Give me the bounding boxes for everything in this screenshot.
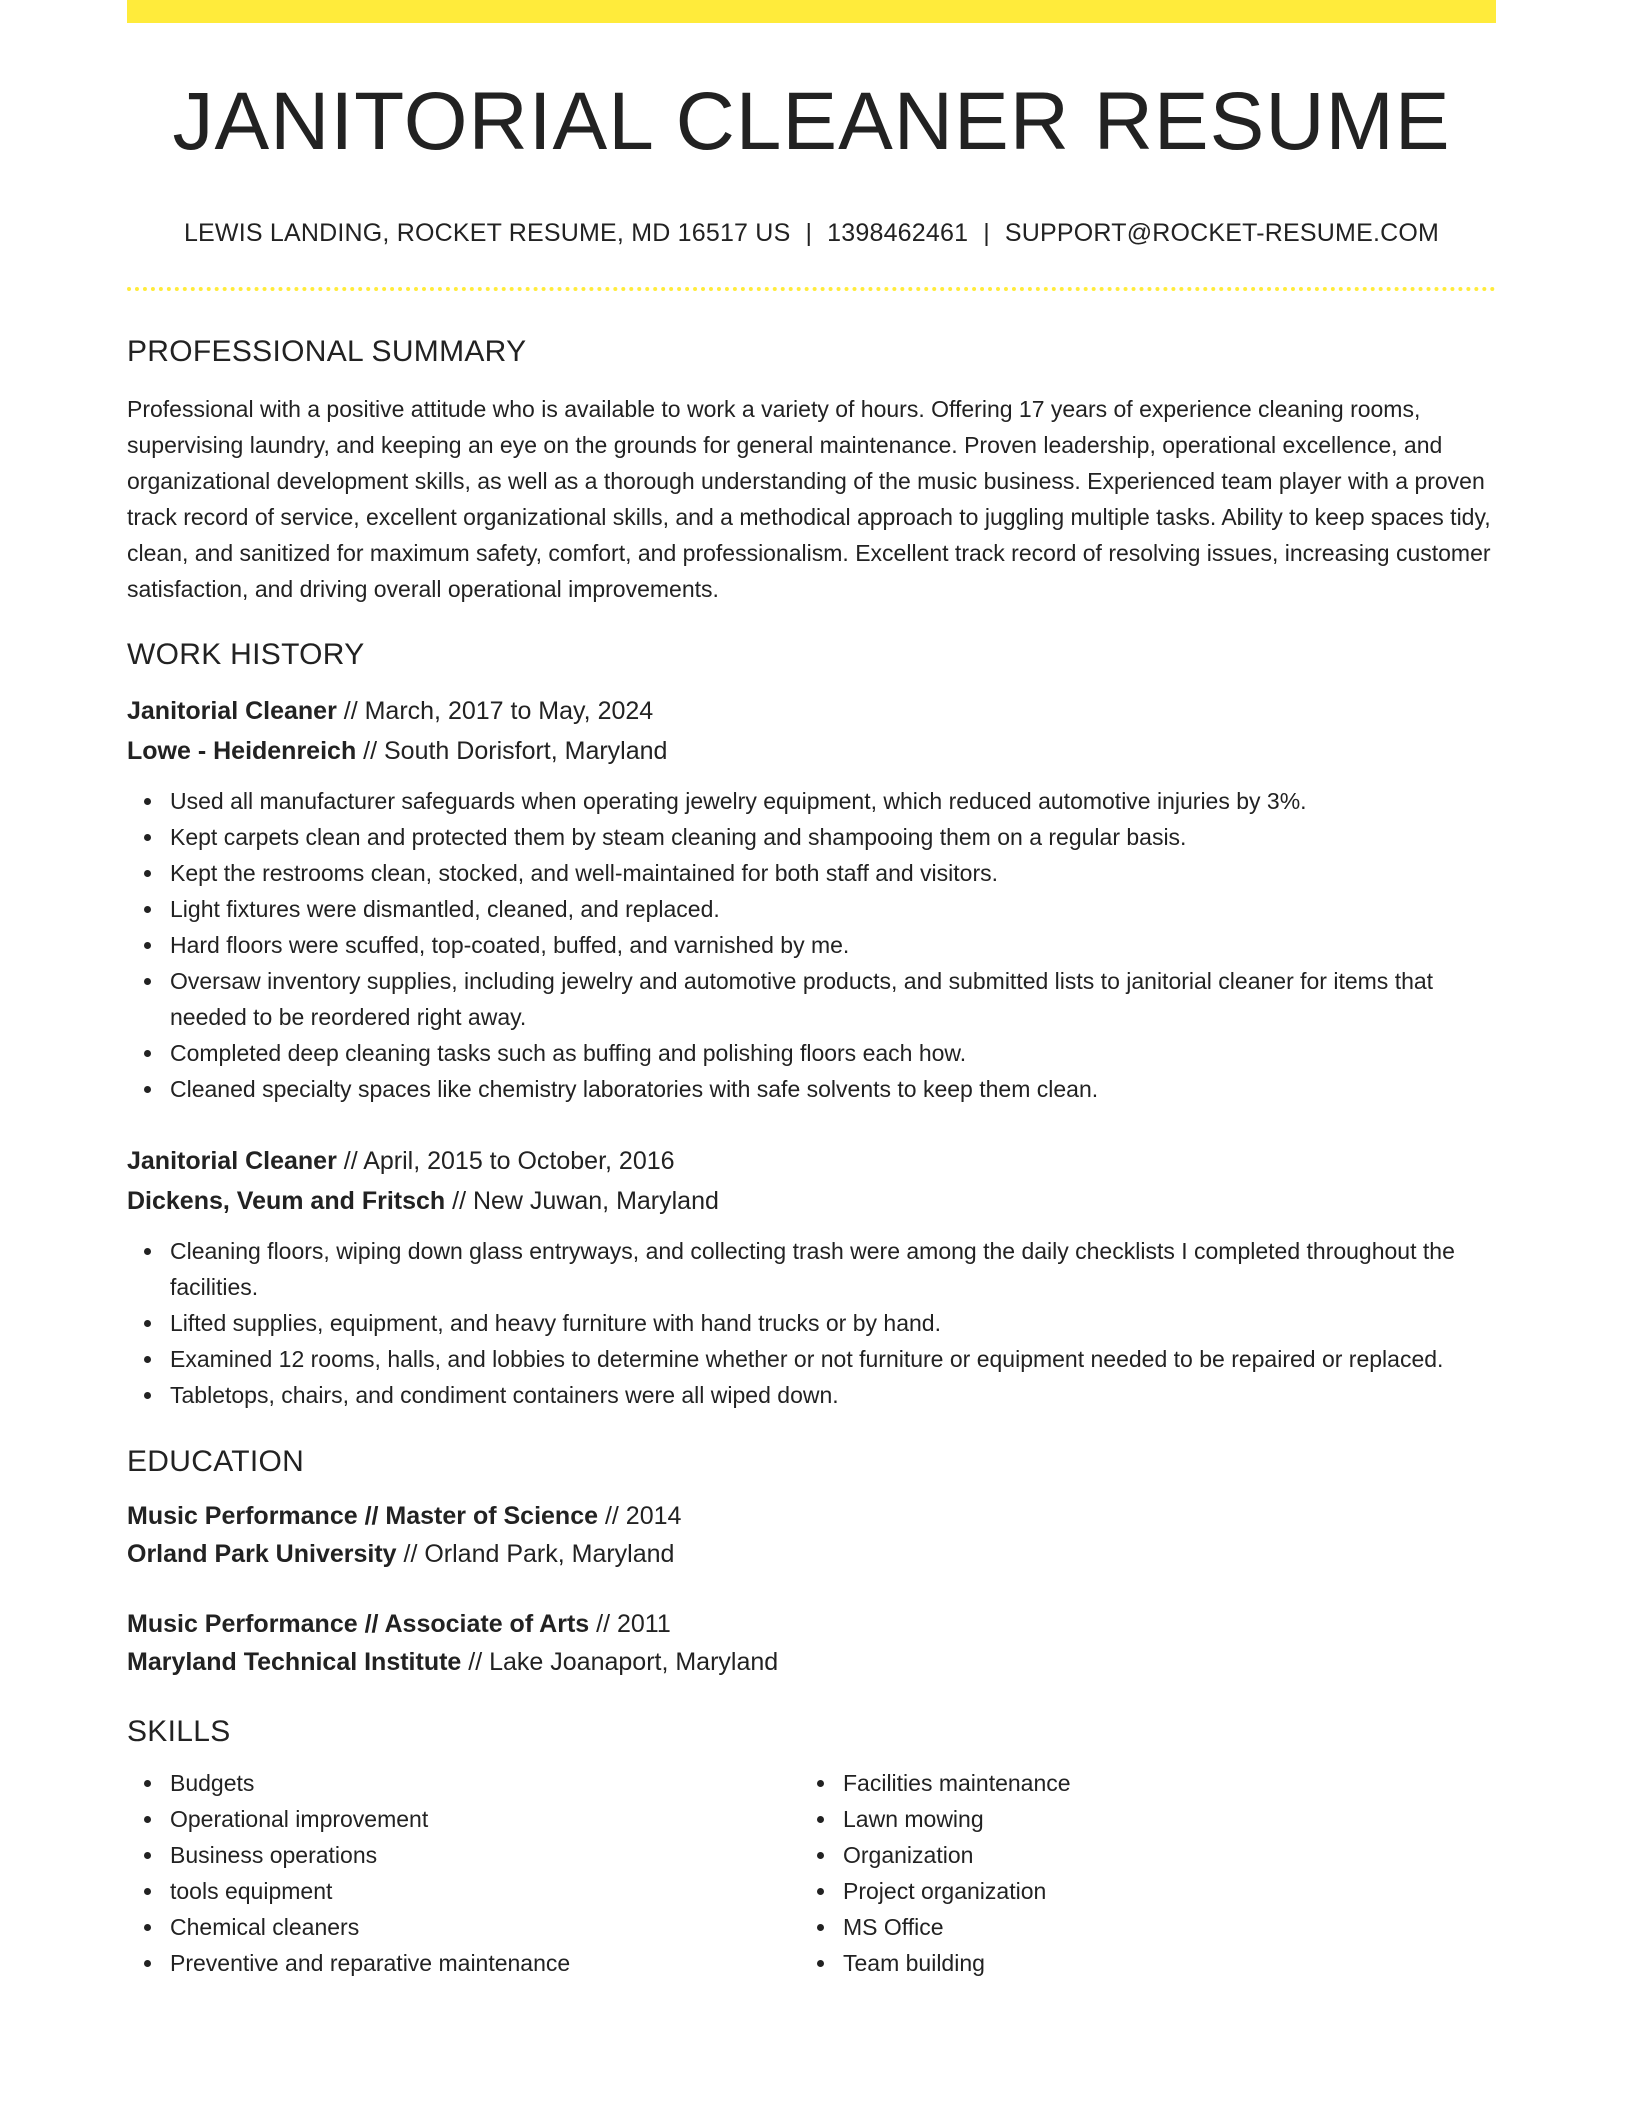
degree-year: // 2011 bbox=[589, 1610, 671, 1638]
summary-heading: PROFESSIONAL SUMMARY bbox=[127, 335, 527, 368]
job-entry bbox=[127, 691, 1496, 1107]
degree-year: // 2014 bbox=[598, 1502, 682, 1530]
school-location: // Orland Park, Maryland bbox=[396, 1540, 675, 1568]
job-company: Lowe - Heidenreich bbox=[127, 737, 357, 765]
job-location: // New Juwan, Maryland bbox=[445, 1187, 719, 1215]
list-item: Cleaned specialty spaces like chemistry laboratories with safe solvents to keep them clean. bbox=[170, 1071, 1496, 1107]
education-entry bbox=[127, 1605, 1496, 1681]
school-line bbox=[127, 1643, 1496, 1681]
contact-separator: | bbox=[805, 219, 813, 247]
job-role: Janitorial Cleaner bbox=[127, 697, 337, 725]
job-company-line bbox=[127, 1181, 1496, 1221]
summary-text: Professional with a positive attitude who is available to work a variety of hours. Offering 17 years of experience cleaning rooms, supervising laundry, and keeping an eye on the grounds for general maintenance. Proven leadership, operational excellence, and organizational development skills, as well as a thorough understanding of the music business. Experienced team player with a proven track record of service, excellent organizational skills, and a methodical approach to juggling multiple tasks. Ability to keep spaces tidy, clean, and sanitized for maximum safety, comfort, and professionalism. Excellent track record of resolving issues, increasing customer satisfaction, and driving overall operational improvements. bbox=[127, 396, 1491, 602]
contact-phone: 1398462461 bbox=[827, 219, 969, 247]
skill-item: Facilities maintenance bbox=[843, 1765, 1443, 1801]
job-company: Dickens, Veum and Fritsch bbox=[127, 1187, 446, 1215]
skills-list-left bbox=[127, 1765, 800, 1981]
education-entry bbox=[127, 1497, 1496, 1573]
skills-list-right bbox=[800, 1765, 1443, 1981]
skills-heading: SKILLS bbox=[127, 1715, 231, 1748]
school-location: // Lake Joanaport, Maryland bbox=[461, 1648, 779, 1676]
contact-line bbox=[127, 219, 1496, 248]
job-title-line bbox=[127, 1141, 1496, 1181]
skill-item: Preventive and reparative maintenance bbox=[170, 1945, 800, 1981]
job-dates: // April, 2015 to October, 2016 bbox=[336, 1147, 675, 1175]
skill-item: Project organization bbox=[843, 1873, 1443, 1909]
skill-item: tools equipment bbox=[170, 1873, 800, 1909]
skill-item: Chemical cleaners bbox=[170, 1909, 800, 1945]
resume-page bbox=[127, 0, 1496, 1981]
list-item: Cleaning floors, wiping down glass entryways, and collecting trash were among the daily checklists I completed throughout the facilities. bbox=[170, 1233, 1496, 1305]
dotted-divider bbox=[127, 287, 1496, 291]
job-company-line bbox=[127, 731, 1496, 771]
school-name: Orland Park University bbox=[127, 1540, 397, 1568]
job-role: Janitorial Cleaner bbox=[127, 1147, 337, 1175]
list-item: Completed deep cleaning tasks such as buffing and polishing floors each how. bbox=[170, 1035, 1496, 1071]
list-item: Light fixtures were dismantled, cleaned, and replaced. bbox=[170, 891, 1496, 927]
degree-line bbox=[127, 1605, 1496, 1643]
skill-item: Operational improvement bbox=[170, 1801, 800, 1837]
degree-name: Music Performance // Associate of Arts bbox=[127, 1610, 590, 1638]
job-entry bbox=[127, 1141, 1496, 1413]
job-location: // South Dorisfort, Maryland bbox=[356, 737, 668, 765]
job-duties-list bbox=[127, 783, 1496, 1107]
skill-item: Organization bbox=[843, 1837, 1443, 1873]
job-dates: // March, 2017 to May, 2024 bbox=[336, 697, 654, 725]
skill-item: Lawn mowing bbox=[843, 1801, 1443, 1837]
contact-separator: | bbox=[983, 219, 990, 247]
skill-item: MS Office bbox=[843, 1909, 1443, 1945]
list-item: Kept carpets clean and protected them by steam cleaning and shampooing them on a regular basis. bbox=[170, 819, 1496, 855]
degree-name: Music Performance // Master of Science bbox=[127, 1502, 599, 1530]
degree-line bbox=[127, 1497, 1496, 1535]
education-heading: EDUCATION bbox=[127, 1445, 305, 1478]
skill-item: Budgets bbox=[170, 1765, 800, 1801]
list-item: Oversaw inventory supplies, including jewelry and automotive products, and submitted lists to janitorial cleaner for items that needed to be reordered right away. bbox=[170, 963, 1496, 1035]
list-item: Examined 12 rooms, halls, and lobbies to determine whether or not furniture or equipment needed to be repaired or replaced. bbox=[170, 1341, 1496, 1377]
list-item: Hard floors were scuffed, top-coated, buffed, and varnished by me. bbox=[170, 927, 1496, 963]
skill-item: Business operations bbox=[170, 1837, 800, 1873]
skills-columns bbox=[127, 1765, 1496, 1981]
job-title-line bbox=[127, 691, 1496, 731]
resume-title: JANITORIAL CLEANER RESUME bbox=[172, 76, 1451, 167]
skill-item: Team building bbox=[843, 1945, 1443, 1981]
list-item: Lifted supplies, equipment, and heavy furniture with hand trucks or by hand. bbox=[170, 1305, 1496, 1341]
school-name: Maryland Technical Institute bbox=[127, 1648, 462, 1676]
list-item: Tabletops, chairs, and condiment containers were all wiped down. bbox=[170, 1377, 1496, 1413]
list-item: Kept the restrooms clean, stocked, and well-maintained for both staff and visitors. bbox=[170, 855, 1496, 891]
list-item: Used all manufacturer safeguards when operating jewelry equipment, which reduced automotive injuries by 3%. bbox=[170, 783, 1496, 819]
contact-email: SUPPORT@ROCKET-RESUME.COM bbox=[1004, 219, 1440, 247]
job-duties-list bbox=[127, 1233, 1496, 1413]
school-line bbox=[127, 1535, 1496, 1573]
accent-top-bar bbox=[127, 0, 1496, 23]
work-history-heading: WORK HISTORY bbox=[127, 638, 365, 671]
contact-address: LEWIS LANDING, ROCKET RESUME, MD 16517 US bbox=[183, 219, 791, 247]
